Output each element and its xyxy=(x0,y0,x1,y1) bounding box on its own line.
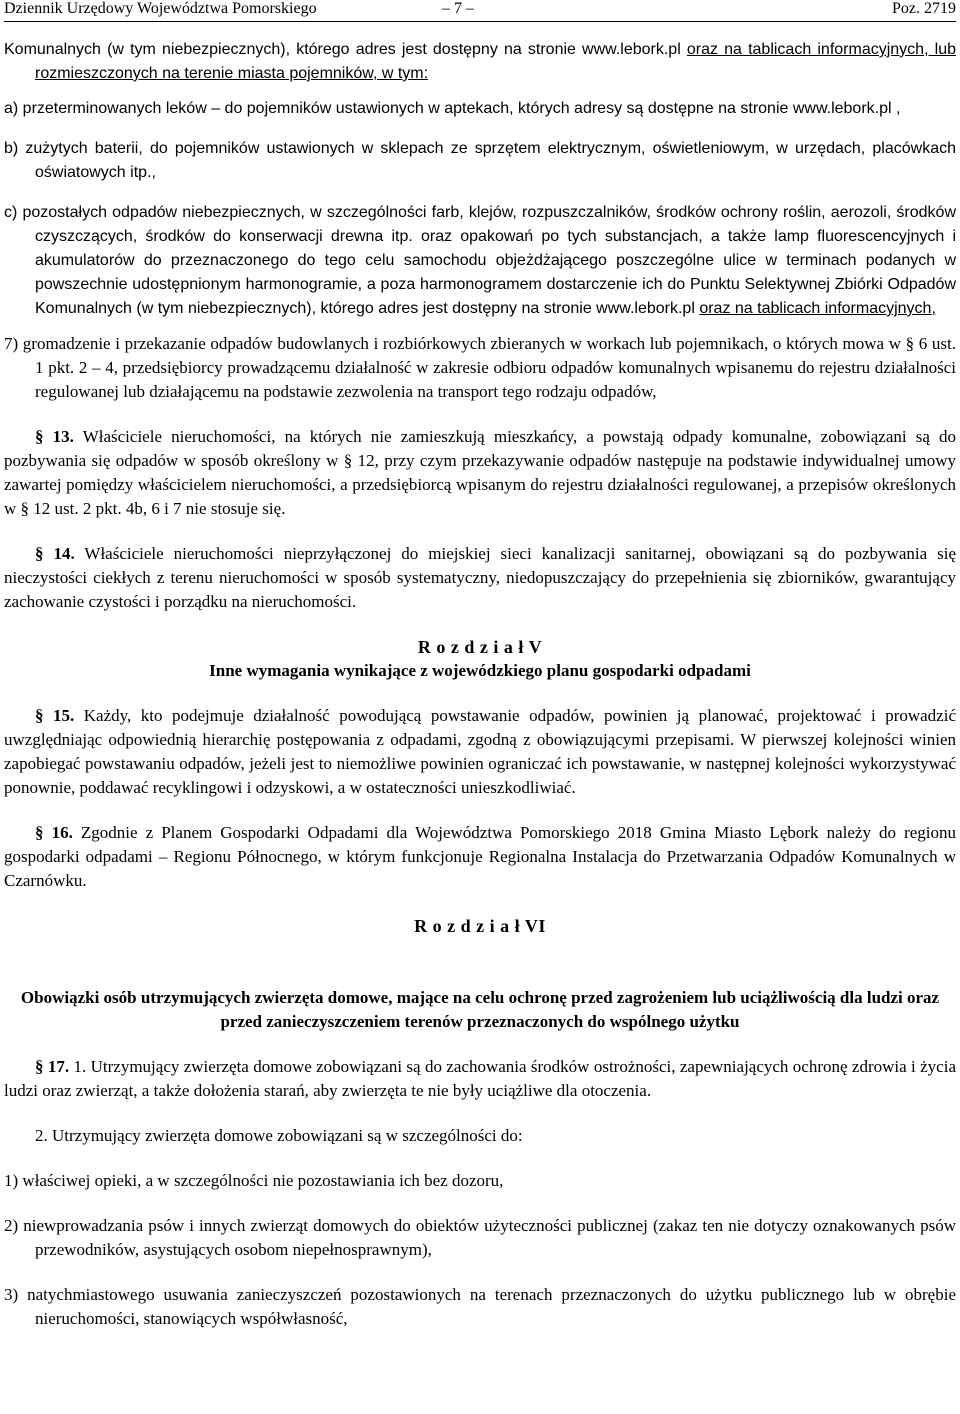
intro-underlined: oraz na tablicach informacyjnych, lub rozmieszczonych na terenie miasta pojemników, w tym: xyxy=(35,41,956,82)
section-17-item-3: 3) natychmiastowego usuwania zanieczyszczeń pozostawionych na terenach przeznaczonych do użytku publicznego lub w obrębie nieruchomości, stanowiących współwłasność, xyxy=(4,1285,956,1328)
section-15 xyxy=(4,704,956,800)
item-c-text: c) pozostałych odpadów niebezpiecznych, w szczególności farb, klejów, rozpuszczalników, środków ochrony roślin, aerozoli, środków czyszczących, środków do konserwacji drewna itp. oraz opakowań po tych substancjach, a także lamp fluorescencyjnych i akumulatorów do przeznaczonego do tego celu samochodu objeżdżającego poszczególne ulice w terminach podanych w powszechnie udostępnionym harmonogramie, a poza harmonogramem dostarczenie ich do Punktu Selektywnej Zbiórki Odpadów Komunalnych (w tym niebezpiecznych), którego adres jest dostępny na stronie www.lebork.pl xyxy=(4,204,956,317)
item-a-text: a) przeterminowanych leków – do pojemników ustawionych w aptekach, których adresy są dostępne na stronie www.lebork.pl xyxy=(4,100,896,117)
section-17-item-1: 1) właściwej opieki, a w szczególności nie pozostawiania ich bez dozoru, xyxy=(4,1171,504,1190)
chapter-5-title: R o z d z i a ł V xyxy=(417,637,543,657)
section-17-text: 1. Utrzymujący zwierzęta domowe zobowiązani są do zachowania środków ostrożności, zapewniających ochronę zdrowia i życia ludzi oraz zwierząt, a także dołożenia starań, aby zwierzęta te nie były uciążliwe dla otoczenia. xyxy=(4,1057,956,1100)
chapter-6-title: R o z d z i a ł VI xyxy=(414,916,546,936)
section-13 xyxy=(4,425,956,521)
item-7: 7) gromadzenie i przekazanie odpadów budowlanych i rozbiórkowych zbieranych w workach lub pojemnikach, o których mowa w § 6 ust. 1 pkt. 2 – 4, przedsiębiorcy prowadzącemu działalność w zakresie odbioru odpadów komunalnych wpisanemu do rejestru działalności regulowanej lub działającemu na podstawie zezwolenia na transport tego rodzaju odpadów, xyxy=(4,334,956,401)
item-c-underlined: oraz na tablicach informacyjnych, xyxy=(699,300,936,317)
section-17-point-2: 2. Utrzymujący zwierzęta domowe zobowiązani są w szczególności do: xyxy=(35,1126,523,1145)
item-a xyxy=(4,97,956,121)
header-rule xyxy=(4,21,956,22)
section-16 xyxy=(4,821,956,893)
section-13-number: § 13. xyxy=(35,427,74,446)
item-c xyxy=(4,201,956,321)
page-header xyxy=(4,0,956,22)
page-number: – 7 – xyxy=(442,0,474,17)
section-15-text: Każdy, kto podejmuje działalność powodującą powstawanie odpadów, powinien ją planować, projektować i prowadzić uwzględniając odpowiednią hierarchię postępowania z odpadami, zgodną z obowiązującymi przepisami. W pierwszej kolejności winien zapobiegać powstawaniu odpadów, jeżeli jest to niemożliwe powinien ograniczać ich powstawanie, w następnej kolejności wykorzystywać ponownie, poddawać recyklingowi i odzyskowi, a w ostateczności unieszkodliwiać. xyxy=(4,706,956,797)
section-14 xyxy=(4,542,956,614)
chapter-5-subtitle: Inne wymagania wynikające z wojewódzkiego planu gospodarki odpadami xyxy=(209,661,751,680)
document-body xyxy=(4,38,956,1331)
section-17 xyxy=(4,1055,956,1103)
section-14-text: Właściciele nieruchomości nieprzyłączonej do miejskiej sieci kanalizacji sanitarnej, obowiązani są do pozbywania się nieczystości ciekłych z terenu nieruchomości w sposób systematyczny, niedopuszczający do przepełnienia się zbiorników, gwarantujący zachowanie czystości i porządku na nieruchomości. xyxy=(4,544,956,611)
section-16-number: § 16. xyxy=(35,823,73,842)
section-15-number: § 15. xyxy=(35,706,75,725)
position-number: Poz. 2719 xyxy=(892,0,956,17)
intro-text: Komunalnych (w tym niebezpiecznych), którego adres jest dostępny na stronie www.lebork.pl xyxy=(4,41,687,58)
section-16-text: Zgodnie z Planem Gospodarki Odpadami dla Województwa Pomorskiego 2018 Gmina Miasto Lębork należy do regionu gospodarki odpadami – Regionu Północnego, w którym funkcjonuje Regionalna Instalacja do Przetwarzania Odpadów Komunalnych w Czarnówku. xyxy=(4,823,957,890)
section-17-number: § 17. xyxy=(35,1057,70,1076)
intro-paragraph xyxy=(4,38,956,86)
chapter-6-subtitle: Obowiązki osób utrzymujących zwierzęta domowe, mające na celu ochronę przed zagrożeniem lub uciążliwością dla ludzi oraz przed zanieczyszczeniem terenów przeznaczonych do wspólnego użytku xyxy=(20,988,940,1031)
section-17-item-2: 2) niewprowadzania psów i innych zwierząt domowych do obiektów użyteczności publicznej (zakaz ten nie dotyczy oznakowanych psów przewodników, asystujących osobom niepełnosprawnym), xyxy=(4,1216,956,1259)
section-14-number: § 14. xyxy=(35,544,75,563)
section-13-text: Właściciele nieruchomości, na których nie zamieszkują mieszkańcy, a powstają odpady komunalne, zobowiązani są do pozbywania się odpadów w sposób określony w § 12, przy czym przekazywanie odpadów następuje na podstawie indywidualnej umowy zawartej pomiędzy właścicielem nieruchomości, a przedsiębiorcą wpisanym do rejestru działalności regulowanej, a przepisów określonych w § 12 ust. 2 pkt. 4b, 6 i 7 nie stosuje się. xyxy=(4,427,957,518)
item-a-end: , xyxy=(896,100,901,117)
item-b: b) zużytych baterii, do pojemników ustawionych w sklepach ze sprzętem elektrycznym, oświetleniowym, w urzędach, placówkach oświatowych itp., xyxy=(4,140,956,181)
journal-title: Dziennik Urzędowy Województwa Pomorskiego xyxy=(4,0,317,17)
